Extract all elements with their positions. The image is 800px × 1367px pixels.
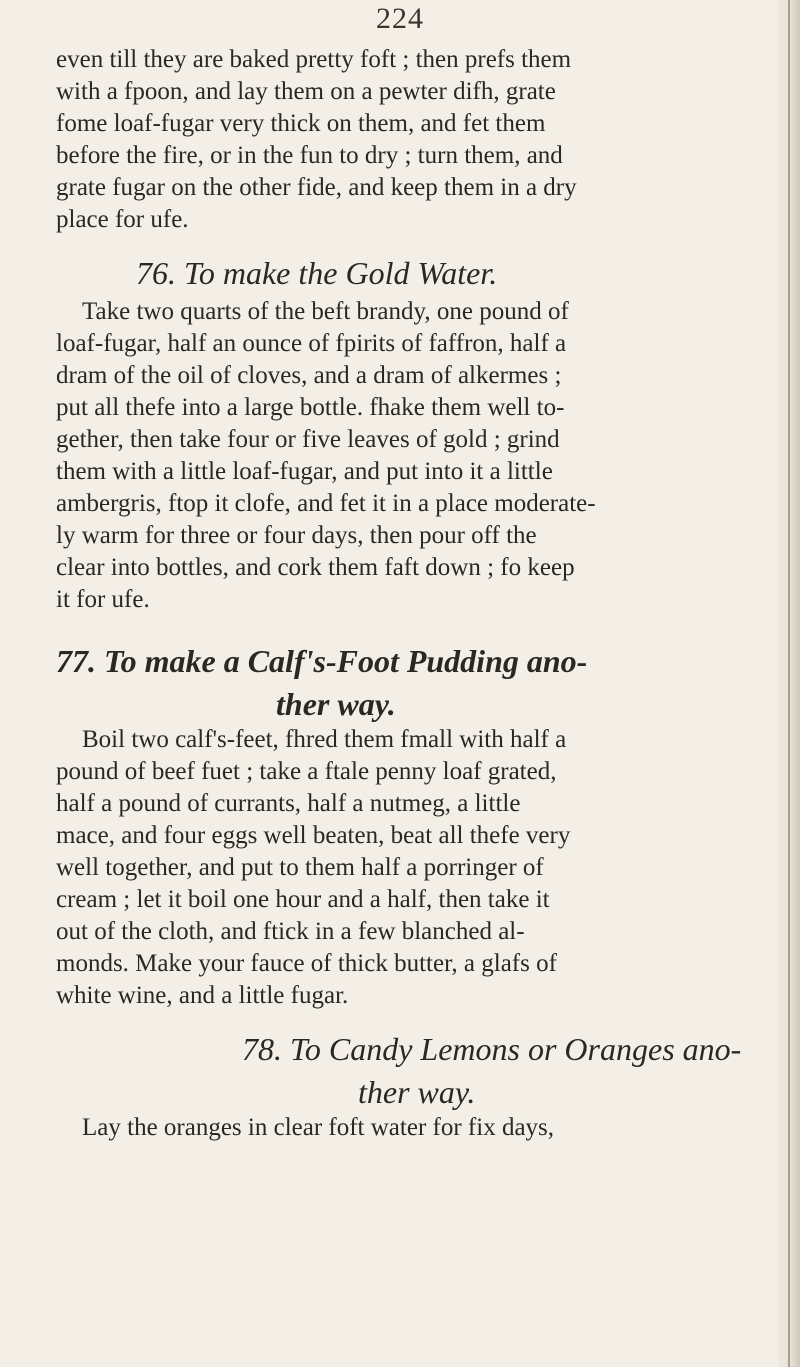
recipe-77-heading-continued: ther way. — [276, 686, 396, 722]
text-line: dram of the oil of cloves, and a dram of alkermes ; — [56, 362, 562, 389]
text-line: place for ufe. — [56, 206, 189, 233]
text-line: with a fpoon, and lay them on a pewter difh, grate — [56, 78, 556, 105]
text-line: before the fire, or in the fun to dry ; turn them, and — [56, 142, 563, 169]
recipe-76-heading: 76. To make the Gold Water. — [136, 255, 498, 291]
page-number: 224 — [376, 2, 424, 35]
text-line: Boil two calf's-feet, fhred them fmall with half a — [82, 726, 567, 753]
text-line: Lay the oranges in clear foft water for fix days, — [82, 1114, 555, 1141]
page-edge-line — [788, 0, 790, 1367]
text-line: monds. Make your fauce of thick butter, a glafs of — [56, 950, 557, 977]
recipe-76-body — [56, 296, 768, 616]
text-line: ambergris, ftop it clofe, and fet it in a place moderate- — [56, 490, 596, 517]
text-line: loaf-fugar, half an ounce of fpirits of faffron, half a — [56, 330, 567, 357]
recipe-77-body — [56, 724, 768, 1012]
text-line: half a pound of currants, half a nutmeg, a little — [56, 790, 521, 817]
recipe-77-heading: 77. To make a Calf's-Foot Pudding ano- — [56, 643, 588, 679]
text-line: mace, and four eggs well beaten, beat all thefe very — [56, 822, 571, 849]
recipe-78-heading-continued: ther way. — [358, 1074, 476, 1110]
text-line: white wine, and a little fugar. — [56, 982, 349, 1009]
text-line: fome loaf-fugar very thick on them, and fet them — [56, 110, 546, 137]
intro-paragraph — [56, 44, 768, 236]
text-line: well together, and put to them half a porringer of — [56, 854, 544, 881]
page-text — [56, 44, 768, 1144]
text-line: gether, then take four or five leaves of gold ; grind — [56, 426, 560, 453]
text-line: even till they are baked pretty foft ; then prefs them — [56, 46, 572, 73]
text-line: them with a little loaf-fugar, and put into it a little — [56, 458, 553, 485]
text-line: out of the cloth, and ftick in a few blanched al- — [56, 918, 525, 945]
text-line: clear into bottles, and cork them faft down ; fo keep — [56, 554, 575, 581]
text-line: put all thefe into a large bottle. fhake them well to- — [56, 394, 565, 421]
recipe-78-heading: 78. To Candy Lemons or Oranges ano- — [242, 1031, 742, 1067]
text-line: pound of beef fuet ; take a ftale penny loaf grated, — [56, 758, 557, 785]
text-line: cream ; let it boil one hour and a half, then take it — [56, 886, 550, 913]
text-line: ly warm for three or four days, then pour off the — [56, 522, 537, 549]
text-line: grate fugar on the other fide, and keep them in a dry — [56, 174, 577, 201]
recipe-78-body — [56, 1112, 768, 1144]
text-line: Take two quarts of the beft brandy, one pound of — [82, 298, 569, 325]
text-line: it for ufe. — [56, 586, 150, 613]
